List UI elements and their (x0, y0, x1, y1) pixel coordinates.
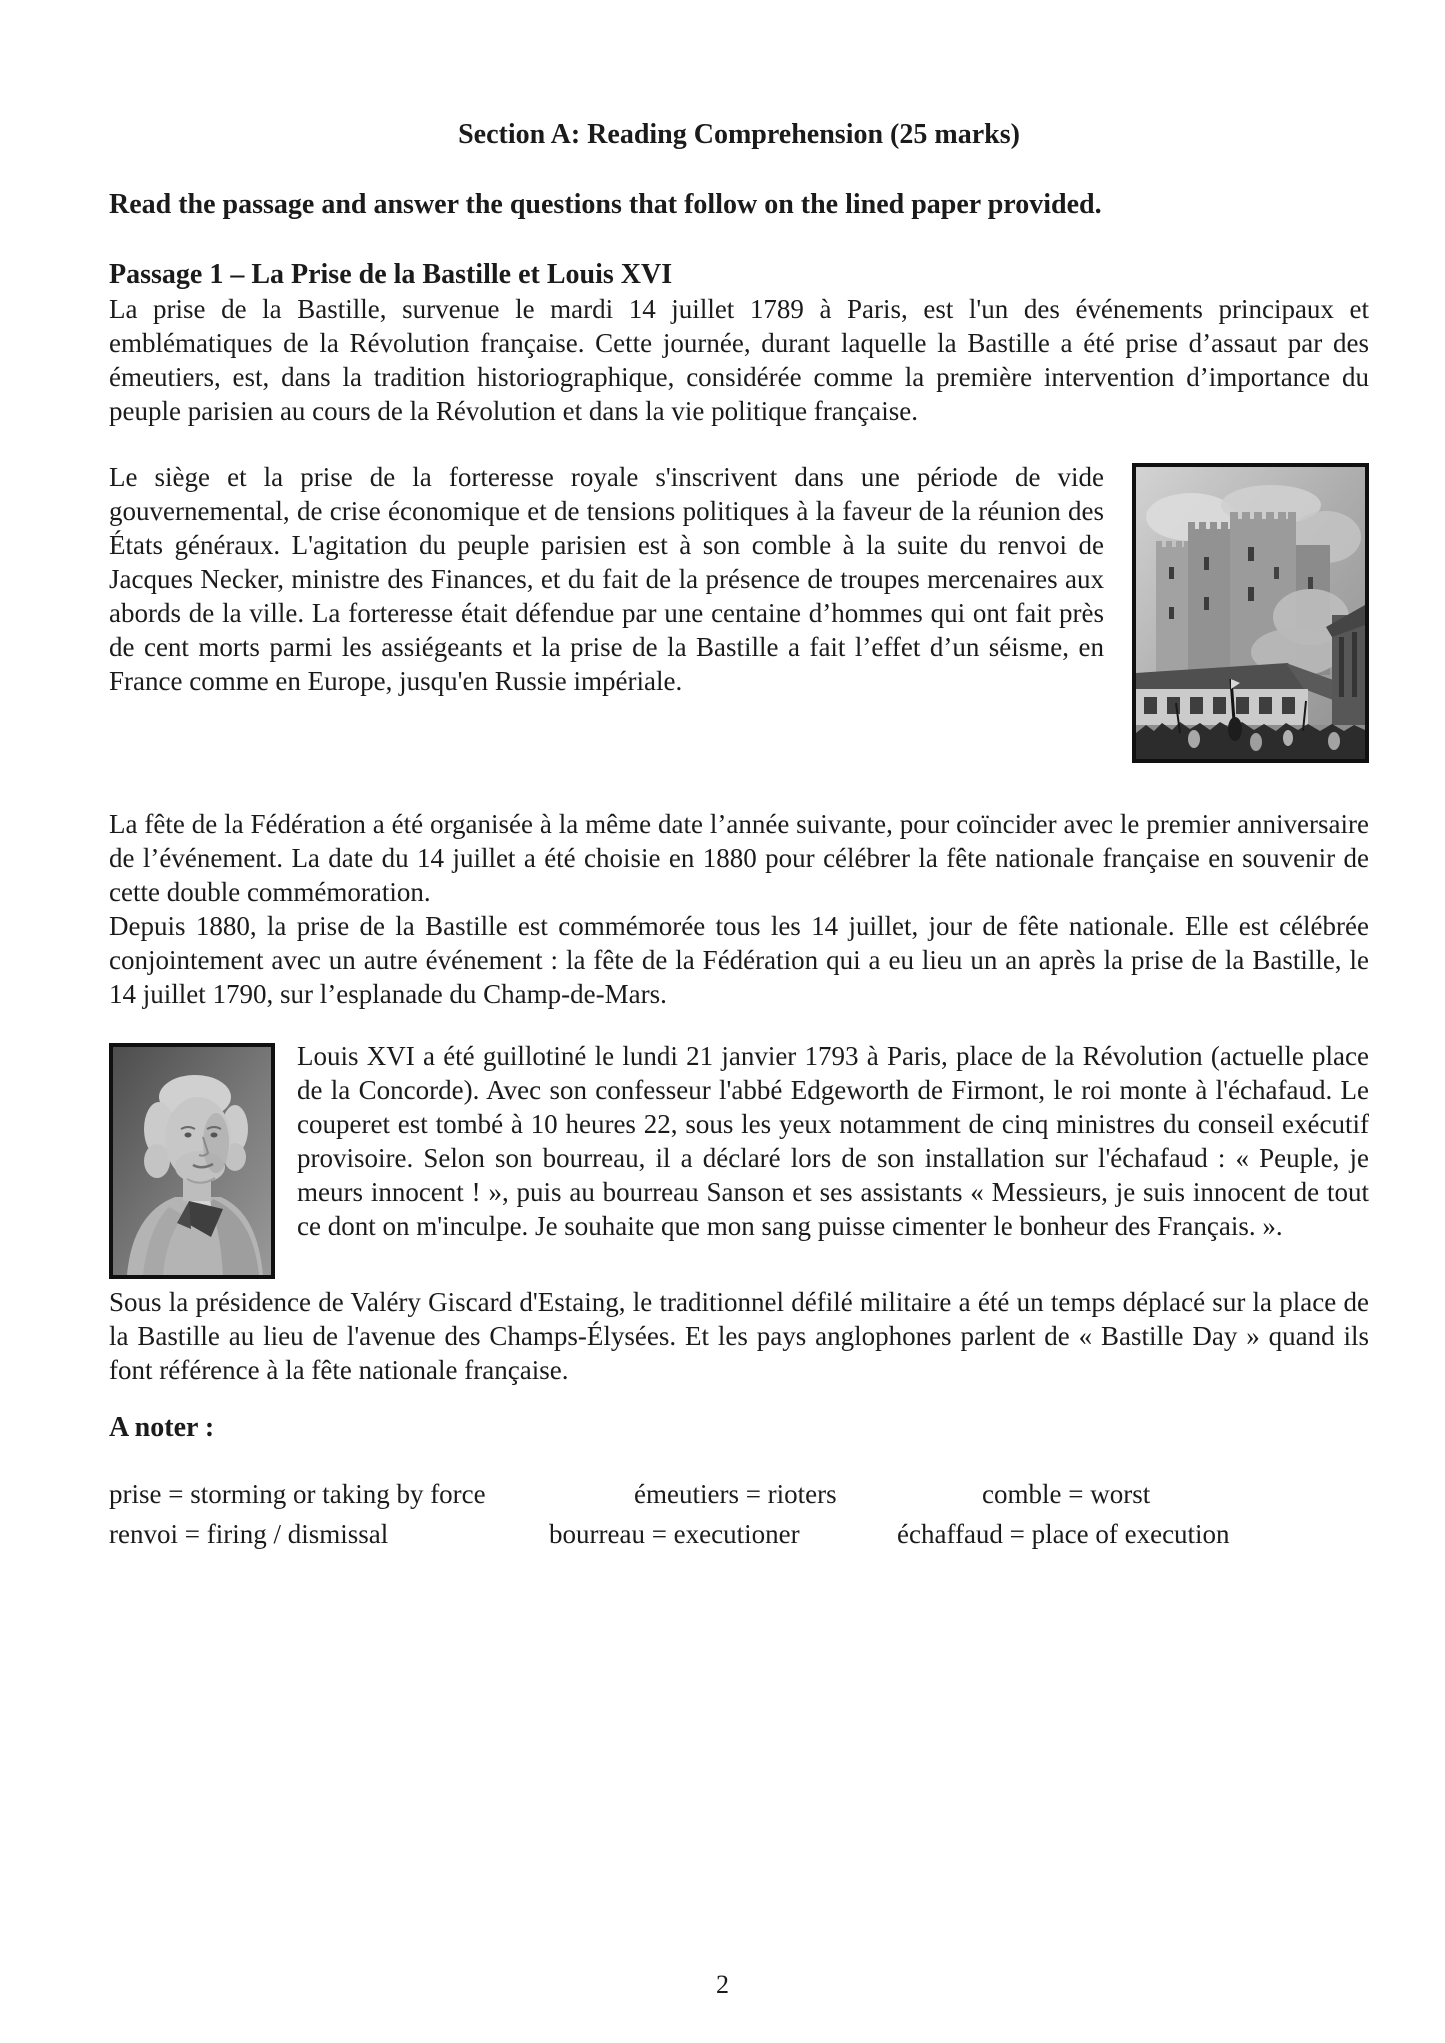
vocab-item-bourreau: bourreau = executioner (549, 1519, 800, 1549)
paragraph-giscard: Sous la présidence de Valéry Giscard d'Estaing, le traditionnel défilé militaire a été un temps déplacé sur la place de la Bastille au lieu de l'avenue des Champs-Élysées. Et les pays anglophones parlent de « Bastille Day » quand ils font référence à la fête nationale française. (109, 1287, 1369, 1385)
paragraph-louis-block (109, 1039, 1369, 1285)
paragraph-federation: La fête de la Fédération a été organisée à la même date l’année suivante, pour coïncider avec le premier anniversaire de l’événement. La date du 14 juillet a été choisie en 1880 pour célébrer la fête nationale française en souvenir de cette double commémoration. (109, 809, 1369, 907)
note-heading: A noter : (109, 1412, 215, 1443)
vocab-row (109, 1477, 1369, 1517)
louis-xvi-portrait-illustration (113, 1047, 271, 1275)
louis-xvi-portrait (109, 1043, 275, 1279)
vocab-item-renvoi: renvoi = firing / dismissal (109, 1519, 389, 1549)
vocab-list (109, 1477, 1369, 1557)
vocab-item-comble: comble = worst (982, 1479, 1151, 1509)
page-number: 2 (716, 1970, 729, 1999)
paragraph-siege-block (109, 460, 1369, 769)
passage-heading: Passage 1 – La Prise de la Bastille et Louis XVI (109, 259, 673, 290)
bastille-storming-image (1132, 463, 1369, 763)
paragraph-depuis: Depuis 1880, la prise de la Bastille est commémorée tous les 14 juillet, jour de fête nationale. Elle est célébrée conjointement avec un autre événement : la fête de la Fédération qui a eu lieu un an après la prise de la Bastille, le 14 juillet 1790, sur l’esplanade du Champ-de-Mars. (109, 911, 1369, 1009)
paragraph-federation-block (109, 807, 1369, 1011)
vocab-item-echaffaud: échaffaud = place of execution (897, 1519, 1230, 1549)
vocab-item-emeutiers: émeutiers = rioters (634, 1479, 837, 1509)
instruction-line: Read the passage and answer the questions that follow on the lined paper provided. (109, 189, 1102, 220)
vocab-row (109, 1517, 1369, 1557)
vocab-item-prise: prise = storming or taking by force (109, 1479, 486, 1509)
paragraph-siege: Le siège et la prise de la forteresse royale s'inscrivent dans une période de vide gouvernemental, de crise économique et de tensions politiques à la faveur de la réunion des États généraux. L'agitation du peuple parisien est à son comble à la suite du renvoi de Jacques Necker, ministre des Finances, et du fait de la présence de troupes mercenaires aux abords de la ville. La forteresse était défendue par une centaine d’hommes qui ont fait près de cent morts parmi les assiégeants et la prise de la Bastille a fait l’effet d’un séisme, en France comme en Europe, jusqu'en Russie impériale. (109, 462, 1104, 696)
paragraph-intro: La prise de la Bastille, survenue le mardi 14 juillet 1789 à Paris, est l'un des événements principaux et emblématiques de la Révolution française. Cette journée, durant laquelle la Bastille a été prise d’assaut par des émeutiers, est, dans la tradition historiographique, considérée comme la première intervention d’importance du peuple parisien au cours de la Révolution et dans la vie politique française. (109, 294, 1369, 426)
section-title: Section A: Reading Comprehension (25 marks) (458, 119, 1020, 150)
paragraph-louis: Louis XVI a été guillotiné le lundi 21 janvier 1793 à Paris, place de la Révolution (actuelle place de la Concorde). Avec son confesseur l'abbé Edgeworth de Firmont, le roi monte à l'échafaud. Le couperet est tombé à 10 heures 22, sous les yeux notamment de cinq ministres du conseil exécutif provisoire. Selon son bourreau, il a déclaré lors de son installation sur l'échafaud : « Peuple, je meurs innocent ! », puis au bourreau Sanson et ses assistants « Messieurs, je suis innocent de tout ce dont on m'inculpe. Je souhaite que mon sang puisse cimenter le bonheur des Français. ». (297, 1041, 1369, 1241)
bastille-storming-illustration (1136, 467, 1365, 759)
